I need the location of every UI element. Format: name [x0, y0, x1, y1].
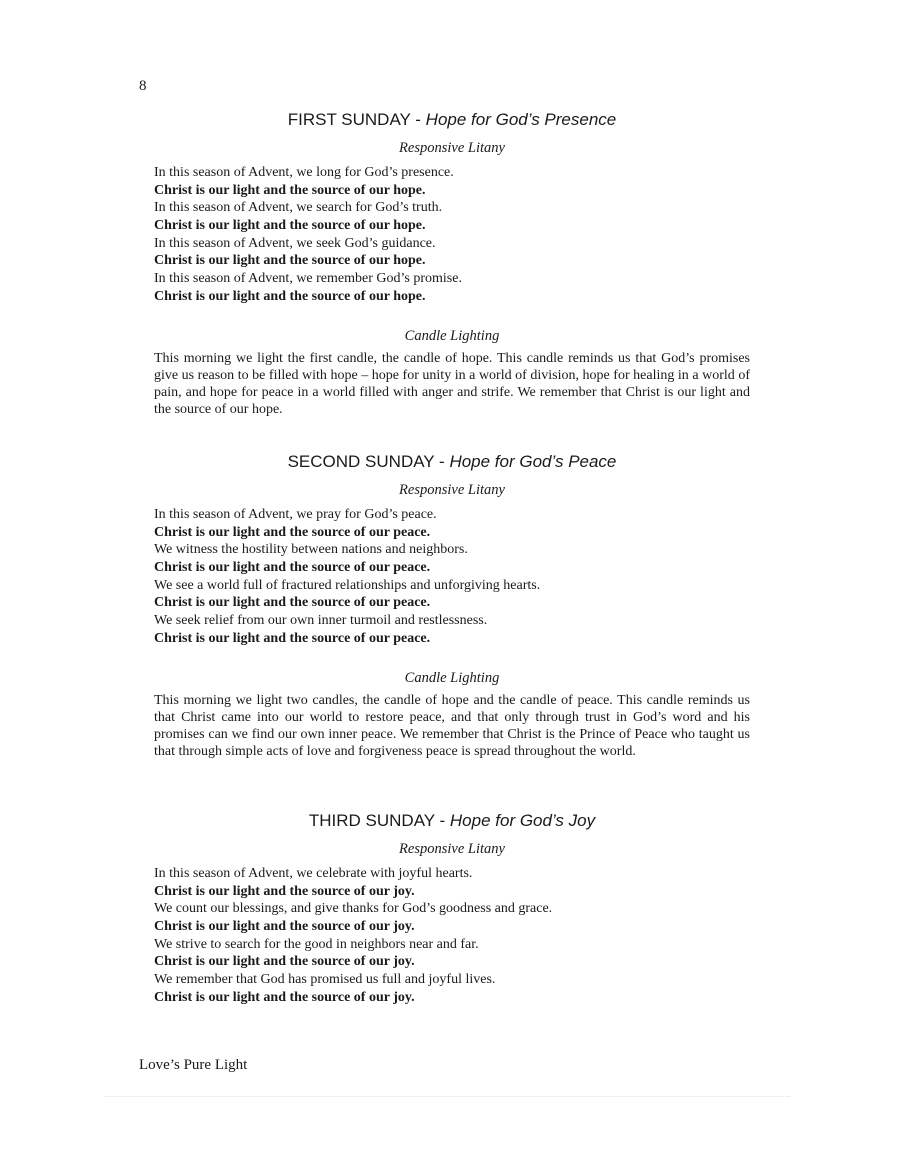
title-sub: Hope for God’s Joy — [449, 811, 596, 830]
litany — [154, 164, 750, 306]
litany-call: We strive to search for the good in neighbors near and far. — [154, 936, 479, 952]
litany-response: Christ is our light and the source of our peace. — [154, 560, 431, 576]
litany-response: Christ is our light and the source of our joy. — [154, 954, 415, 970]
page-number: 8 — [139, 78, 147, 94]
title-lead: SECOND SUNDAY - — [287, 452, 450, 471]
title-lead: THIRD SUNDAY - — [308, 811, 450, 830]
section-title — [154, 450, 750, 474]
litany-call: In this season of Advent, we celebrate with joyful hearts. — [154, 866, 473, 881]
footer-divider — [105, 1096, 790, 1097]
section-third-sunday — [154, 809, 750, 1007]
candle-heading: Candle Lighting — [404, 327, 500, 344]
litany-response: Christ is our light and the source of our hope. — [154, 218, 426, 234]
litany-call: We witness the hostility between nations and neighbors. — [154, 542, 468, 558]
title-sub: Hope for God’s Presence — [425, 110, 617, 129]
litany-call: In this season of Advent, we seek God’s guidance. — [154, 235, 436, 251]
litany-heading: Responsive Litany — [399, 841, 505, 857]
litany — [154, 865, 750, 1007]
section-first-sunday — [154, 108, 750, 418]
litany-call: We remember that God has promised us full and joyful lives. — [154, 972, 496, 988]
section-second-sunday — [154, 450, 750, 760]
litany-response: Christ is our light and the source of our peace. — [154, 630, 431, 646]
candle-heading: Candle Lighting — [404, 669, 500, 686]
litany-response: Christ is our light and the source of our hope. — [154, 253, 426, 269]
litany-response: Christ is our light and the source of our hope. — [154, 288, 426, 304]
candle-text: This morning we light the first candle, the candle of hope. This candle reminds us that God’s promises give us reason to be filled with hope – hope for unity in a world of division, hope for healing in a world of pain, and hope for peace in a world filled with anger and strife. We remember that Christ is our light and the source of our hope. — [154, 350, 750, 418]
litany-call: In this season of Advent, we pray for God’s peace. — [154, 507, 437, 522]
litany-call: We count our blessings, and give thanks for God’s goodness and grace. — [154, 901, 553, 917]
footer-title: Love’s Pure Light — [139, 1057, 248, 1073]
title-sub: Hope for God’s Peace — [449, 452, 617, 471]
section-title — [154, 108, 750, 132]
litany-response: Christ is our light and the source of our hope. — [154, 182, 426, 198]
title-lead: FIRST SUNDAY - — [287, 110, 426, 129]
litany-call: We seek relief from our own inner turmoil and restlessness. — [154, 613, 488, 629]
litany-response: Christ is our light and the source of our joy. — [154, 919, 415, 935]
litany-call: In this season of Advent, we long for God’s presence. — [154, 165, 454, 180]
litany-call: In this season of Advent, we remember God’s promise. — [154, 271, 462, 287]
litany-response: Christ is our light and the source of our peace. — [154, 595, 431, 611]
litany-response: Christ is our light and the source of our joy. — [154, 989, 415, 1005]
litany-call: We see a world full of fractured relationships and unforgiving hearts. — [154, 577, 541, 593]
litany — [154, 506, 750, 648]
section-title — [154, 809, 750, 833]
litany-response: Christ is our light and the source of our joy. — [154, 883, 415, 899]
litany-call: In this season of Advent, we search for God’s truth. — [154, 200, 443, 216]
litany-response: Christ is our light and the source of our peace. — [154, 524, 431, 540]
candle-text: This morning we light two candles, the candle of hope and the candle of peace. This candle reminds us that Christ came into our world to restore peace, and that only through trust in God’s word and his promises can we find our own inner peace. We remember that Christ is the Prince of Peace who taught us that through simple acts of love and forgiveness peace is spread throughout the world. — [154, 692, 750, 760]
litany-heading: Responsive Litany — [399, 482, 505, 498]
litany-heading: Responsive Litany — [399, 140, 505, 156]
